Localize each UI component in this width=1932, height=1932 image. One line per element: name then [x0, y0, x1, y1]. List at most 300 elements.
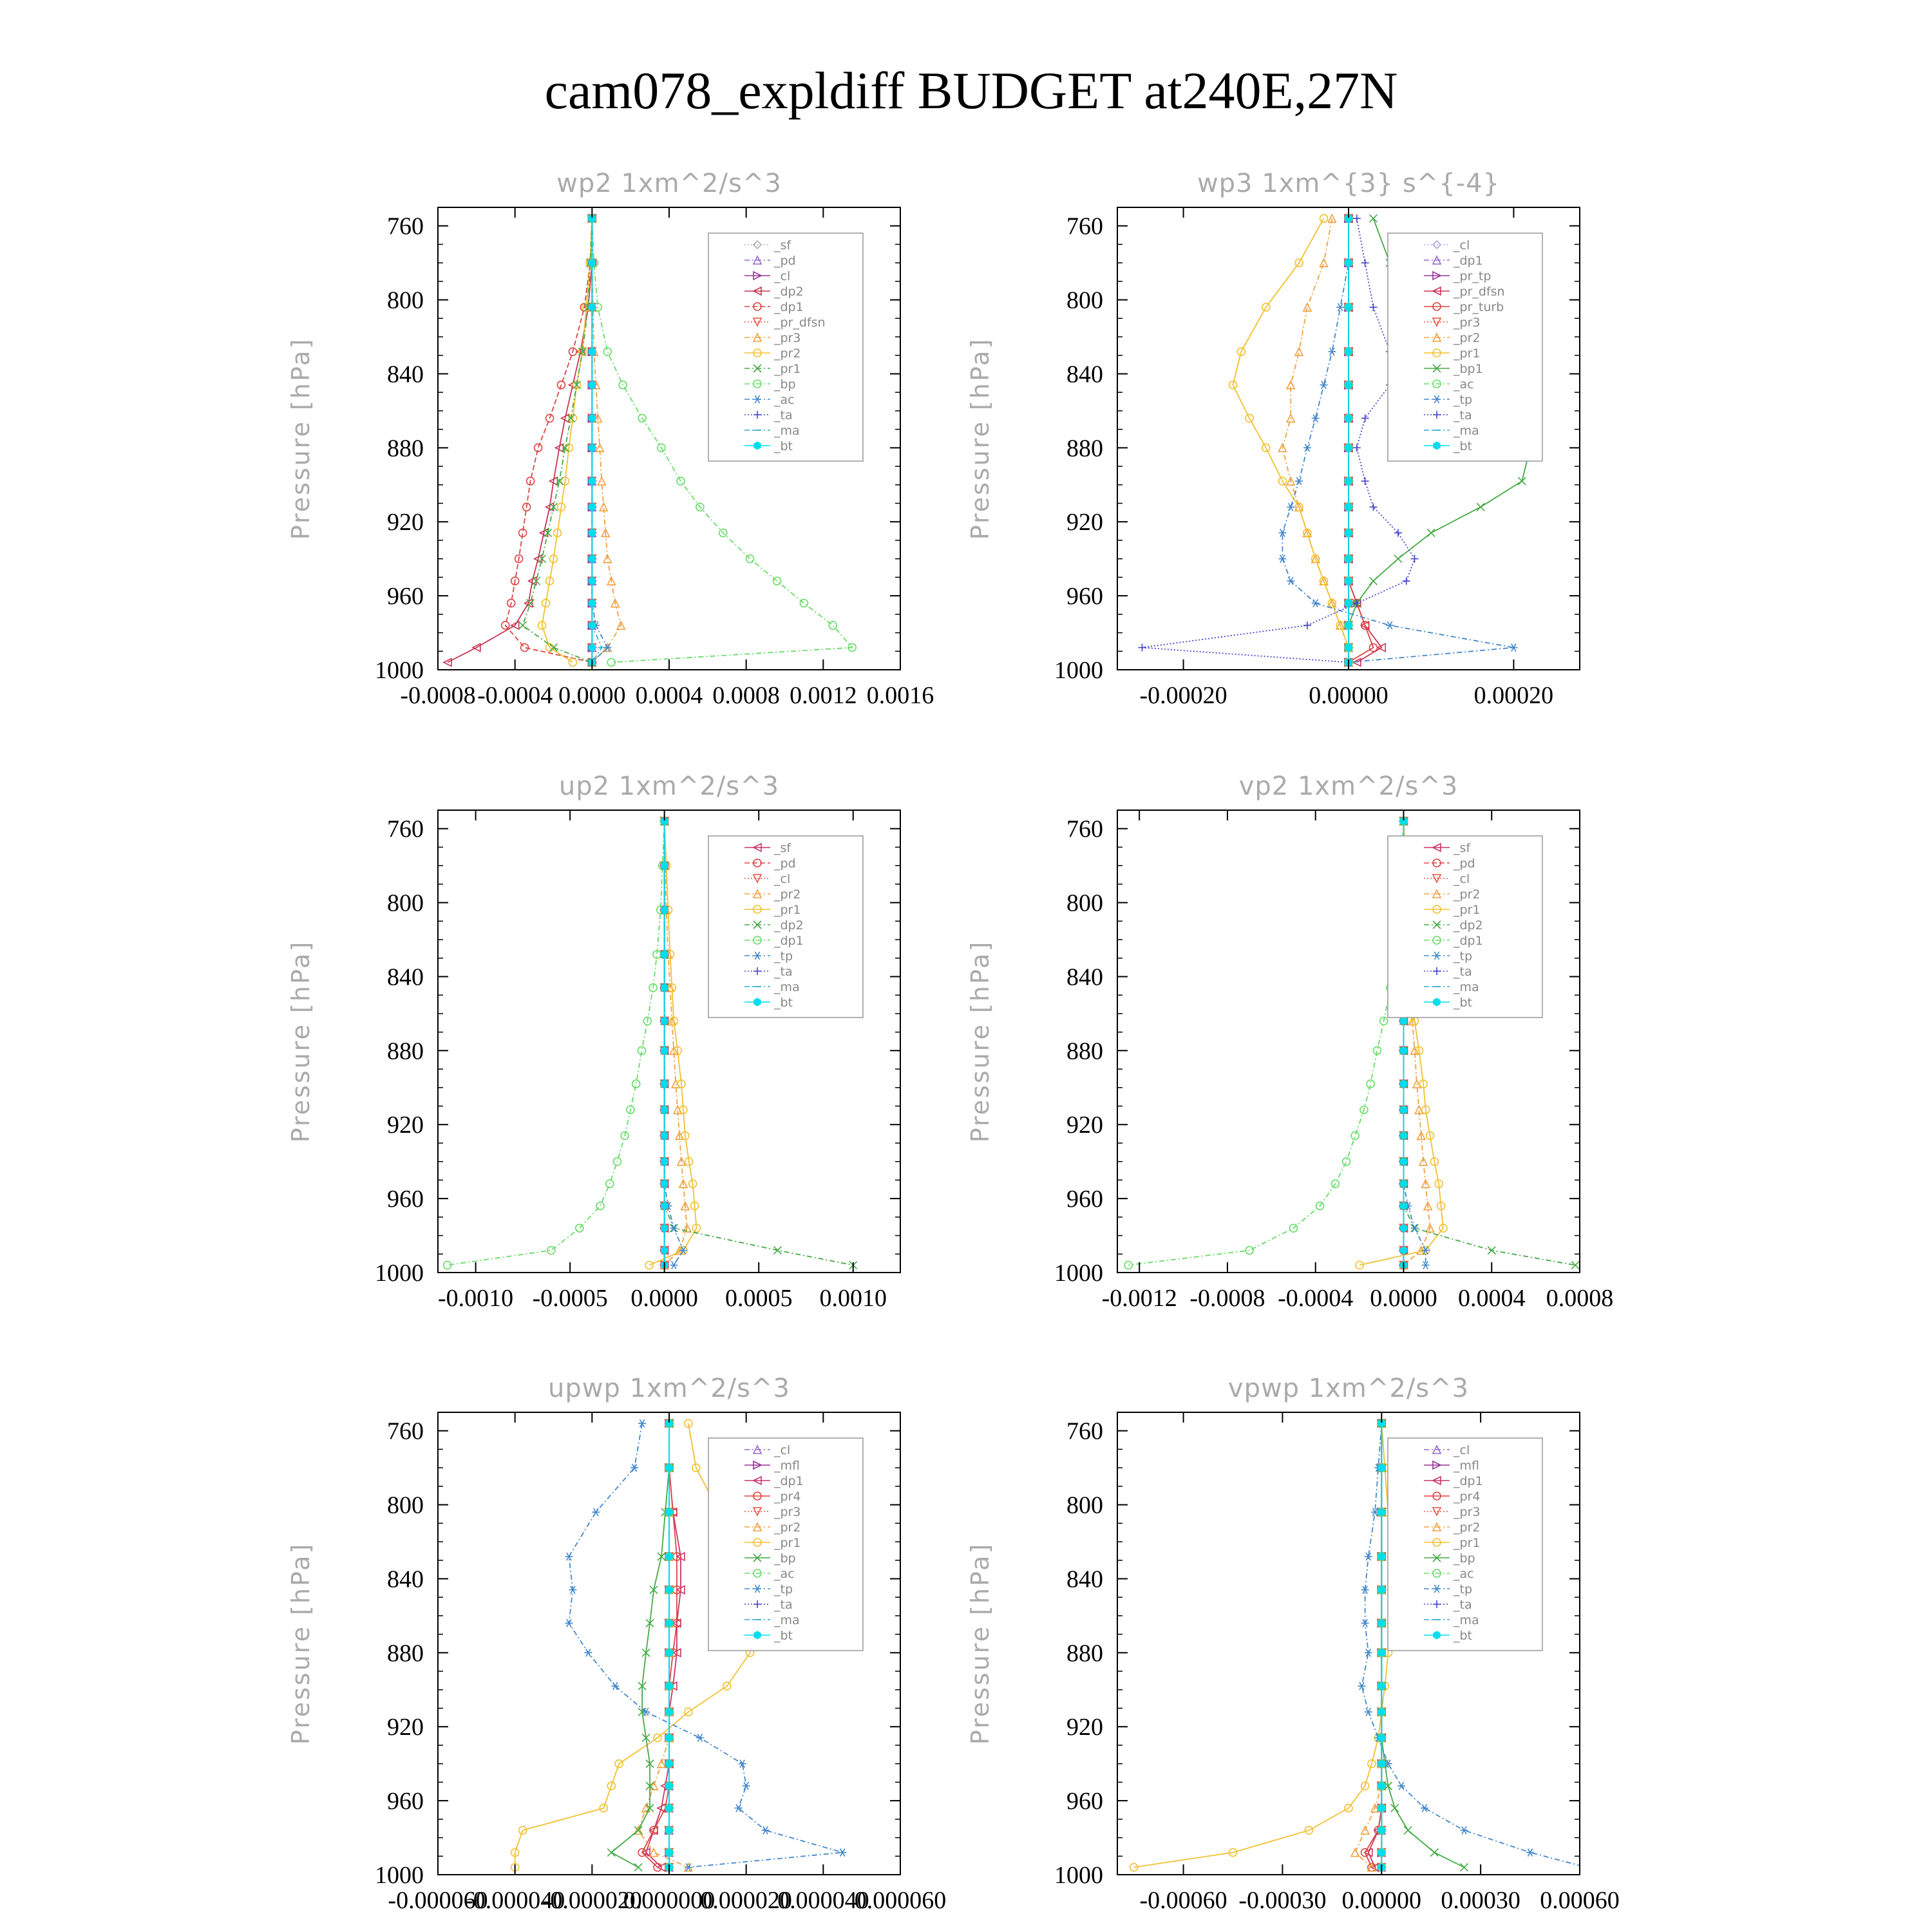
series-line-dp1	[1368, 1423, 1382, 1867]
series-line-pr1	[1233, 218, 1349, 662]
x-tick-label: 0.0005	[724, 1285, 793, 1312]
data-point	[1369, 214, 1377, 222]
x-tick-label: 0.0000	[1370, 1285, 1437, 1312]
legend-label: _ac	[1454, 377, 1474, 392]
x-tick-label: 0.0004	[1457, 1285, 1526, 1312]
data-point	[1345, 444, 1352, 451]
data-point	[1400, 1080, 1406, 1088]
data-point	[607, 1849, 615, 1857]
data-point	[1345, 529, 1352, 537]
y-tick-label: 760	[387, 1417, 424, 1445]
data-point	[800, 600, 808, 607]
data-point	[1343, 1158, 1350, 1166]
data-point	[661, 1132, 668, 1140]
series-line-ta	[1142, 218, 1415, 662]
y-tick-label: 1000	[1054, 657, 1103, 684]
legend-label: _pr_tp	[1454, 269, 1492, 283]
data-point	[1400, 1017, 1406, 1025]
x-tick-label: -0.000040	[465, 1887, 565, 1914]
data-point	[1394, 555, 1402, 563]
data-point	[1510, 644, 1517, 652]
panel-title: vpwp 1xm^2/s^3	[1227, 1374, 1470, 1403]
data-point	[1245, 1247, 1253, 1255]
data-point	[1400, 1106, 1406, 1113]
legend-label: _pr1	[774, 1536, 801, 1550]
data-point	[661, 984, 668, 992]
y-tick-label: 760	[1066, 815, 1103, 843]
x-tick-label: -0.0010	[438, 1285, 514, 1312]
x-tick-label: -0.00060	[1139, 1887, 1227, 1914]
x-tick-label: 0.00000	[1341, 1887, 1422, 1914]
data-point	[1400, 1224, 1406, 1232]
legend-label: _bt	[1454, 1629, 1473, 1643]
data-point	[1358, 1682, 1366, 1690]
legend-label: _bp	[774, 377, 796, 392]
data-point	[519, 621, 527, 629]
x-tick-label: -0.000060	[388, 1887, 488, 1914]
data-point	[1378, 1804, 1385, 1812]
legend-label: _ma	[1454, 980, 1479, 994]
x-tick-label: 0.0000	[630, 1285, 698, 1312]
legend-label: _cl	[774, 1443, 791, 1457]
data-point	[1378, 1682, 1385, 1690]
legend-label: _sf	[774, 841, 791, 855]
data-point	[1365, 1708, 1372, 1716]
legend-label: _pr_dfsn	[1454, 285, 1505, 299]
x-tick-label: 0.0004	[635, 682, 703, 709]
data-point	[1312, 600, 1320, 607]
y-tick-label: 920	[1066, 509, 1103, 536]
data-point	[1427, 529, 1435, 536]
legend-label: _tp	[1454, 949, 1473, 963]
chart-panel-6	[966, 1374, 1620, 1914]
legend-marker	[1434, 998, 1440, 1006]
data-point	[1378, 1649, 1385, 1656]
data-point	[661, 1224, 668, 1232]
y-tick-label: 920	[1066, 1112, 1103, 1139]
data-point	[1351, 1849, 1359, 1857]
data-point	[743, 1782, 750, 1790]
data-point	[661, 862, 668, 869]
data-point	[565, 1619, 573, 1627]
data-point	[589, 414, 595, 422]
x-tick-label: -0.0012	[1101, 1285, 1177, 1312]
data-point	[1400, 1247, 1406, 1255]
y-tick-label: 880	[1066, 1640, 1103, 1667]
data-point	[1138, 644, 1146, 652]
legend-label: _dp1	[774, 300, 804, 314]
y-axis-label: Pressure [hPa]	[966, 1542, 994, 1745]
legend-label: _dp1	[1454, 1474, 1483, 1488]
x-tick-label: 0.000020	[700, 1887, 792, 1914]
y-tick-label: 960	[1066, 1788, 1103, 1815]
legend-label: _dp2	[1454, 918, 1483, 933]
data-point	[1430, 1849, 1438, 1857]
data-point	[589, 259, 595, 267]
legend-label: _bp	[774, 1551, 796, 1566]
data-point	[634, 1864, 642, 1871]
y-axis-label: Pressure [hPa]	[966, 940, 994, 1143]
data-point	[696, 1734, 704, 1741]
data-point	[589, 644, 595, 652]
legend-label: _bt	[1454, 996, 1473, 1010]
legend-label: _tp	[1454, 393, 1473, 407]
y-tick-label: 960	[1066, 1186, 1103, 1213]
x-tick-label: -0.0005	[532, 1285, 608, 1312]
legend-marker	[1434, 1631, 1440, 1639]
legend-label: _pr3	[774, 331, 801, 345]
y-tick-label: 1000	[375, 1260, 424, 1287]
data-point	[1378, 1586, 1385, 1594]
data-point	[661, 1180, 668, 1188]
legend-label: _pd	[774, 857, 796, 871]
legend-label: _pr3	[1454, 316, 1481, 330]
legend-label: _dp2	[774, 918, 804, 933]
data-point	[1397, 1782, 1405, 1790]
y-tick-label: 760	[1066, 213, 1103, 240]
data-point	[589, 477, 595, 485]
y-tick-label: 800	[1066, 889, 1103, 917]
legend-label: _dp1	[774, 934, 804, 948]
data-point	[1378, 1464, 1385, 1472]
data-point	[1526, 1849, 1534, 1857]
x-tick-label: 0.0008	[712, 682, 780, 709]
legend-label: _dp1	[1454, 934, 1483, 948]
legend-label: _pd	[774, 254, 796, 268]
y-tick-label: 1000	[375, 1862, 424, 1889]
data-point	[1477, 503, 1484, 511]
data-point	[670, 1262, 677, 1269]
data-point	[666, 1708, 672, 1716]
data-point	[589, 348, 595, 355]
data-point	[1345, 348, 1352, 355]
chart-panel-5	[287, 1374, 946, 1914]
y-tick-label: 760	[1066, 1417, 1103, 1445]
y-tick-label: 840	[1066, 1566, 1103, 1593]
legend-label: _bt	[1454, 439, 1473, 453]
panel-title: up2 1xm^2/s^3	[558, 772, 780, 801]
data-point	[746, 555, 754, 563]
y-tick-label: 920	[387, 509, 424, 536]
data-point	[1353, 444, 1361, 451]
legend-label: _pr3	[1454, 1505, 1481, 1519]
legend-marker	[754, 1631, 761, 1639]
data-point	[1400, 1202, 1406, 1210]
data-point	[1295, 348, 1303, 355]
data-point	[666, 1826, 672, 1834]
data-point	[661, 1247, 668, 1255]
data-point	[1378, 1708, 1385, 1716]
legend-label: _pr2	[774, 887, 801, 902]
data-point	[1400, 1158, 1406, 1166]
y-tick-label: 800	[1066, 1492, 1103, 1519]
legend-label: _ta	[1454, 408, 1472, 422]
data-point	[661, 951, 668, 958]
data-point	[1369, 303, 1377, 311]
legend-label: _dp1	[1454, 254, 1483, 268]
data-point	[1124, 1262, 1132, 1269]
data-point	[650, 1849, 658, 1857]
data-point	[1421, 1804, 1428, 1812]
data-point	[666, 1508, 672, 1516]
legend-label: _pr_turb	[1454, 300, 1504, 314]
legend-label: _pr1	[774, 362, 801, 376]
data-point	[1582, 1864, 1590, 1871]
data-point	[1391, 1804, 1399, 1812]
legend-label: _pr2	[774, 1520, 801, 1535]
data-point	[1287, 503, 1294, 511]
series-line-pr1	[523, 218, 592, 662]
data-point	[1345, 381, 1352, 389]
x-tick-label: -0.0004	[1278, 1285, 1354, 1312]
legend-label: _ac	[774, 393, 795, 407]
x-tick-label: -0.00030	[1238, 1887, 1327, 1914]
data-point	[1404, 1826, 1412, 1834]
series-line-pr2	[665, 821, 687, 1265]
data-point	[1488, 1247, 1495, 1255]
data-point	[666, 1734, 672, 1742]
data-point	[1345, 555, 1352, 563]
data-point	[1320, 381, 1328, 389]
legend-marker	[754, 998, 761, 1006]
x-tick-label: 0.00030	[1441, 1887, 1520, 1914]
legend-label: _tp	[774, 1582, 793, 1596]
chart-panel-4	[966, 772, 1613, 1312]
panel-title: vp2 1xm^2/s^3	[1238, 772, 1459, 801]
x-tick-label: -0.000020	[542, 1887, 642, 1914]
y-tick-label: 1000	[1054, 1260, 1103, 1287]
data-point	[666, 1586, 672, 1594]
y-tick-label: 800	[387, 889, 424, 917]
data-point	[1312, 414, 1320, 422]
data-point	[1345, 259, 1352, 267]
data-point	[1378, 1782, 1385, 1790]
data-point	[1403, 577, 1410, 585]
legend-label: _ta	[774, 408, 793, 422]
series-line-pr2	[1282, 218, 1349, 662]
legend-label: _bp	[1454, 1551, 1475, 1566]
legend-label: _ma	[1454, 424, 1479, 438]
legend-label: _ta	[1454, 1598, 1472, 1612]
legend	[1388, 1438, 1542, 1651]
data-point	[661, 906, 668, 914]
data-point	[1378, 1826, 1385, 1834]
series-line-dp1	[448, 821, 665, 1265]
series-line-bp	[611, 1423, 669, 1867]
data-point	[1518, 477, 1526, 485]
data-point	[589, 577, 595, 585]
data-point	[1461, 1864, 1468, 1871]
panel-title: upwp 1xm^2/s^3	[548, 1374, 790, 1403]
data-point	[1361, 259, 1369, 267]
data-point	[1345, 503, 1352, 511]
y-tick-label: 760	[387, 815, 424, 843]
legend-label: _dp2	[774, 285, 804, 299]
y-tick-label: 880	[387, 435, 424, 462]
data-point	[661, 1106, 668, 1113]
y-tick-label: 800	[387, 287, 424, 314]
data-point	[1345, 644, 1352, 652]
data-point	[1353, 214, 1361, 222]
data-point	[1345, 303, 1352, 311]
y-tick-label: 960	[387, 1186, 424, 1213]
legend-label: _pr2	[1454, 331, 1481, 345]
legend-marker	[754, 442, 761, 450]
data-point	[1378, 1619, 1385, 1627]
data-point	[1378, 1508, 1385, 1516]
chart-panel-3	[287, 772, 900, 1312]
data-point	[1303, 444, 1311, 451]
legend-label: _tp	[774, 949, 793, 963]
legend-label: _tp	[1454, 1582, 1473, 1596]
data-point	[666, 1849, 672, 1857]
data-point	[1303, 621, 1311, 629]
y-tick-label: 920	[1066, 1714, 1103, 1741]
legend-marker	[1434, 442, 1440, 450]
data-point	[666, 1682, 672, 1690]
legend-label: _bp1	[1454, 362, 1483, 376]
legend-label: _ma	[774, 424, 800, 438]
data-point	[661, 1017, 668, 1025]
chart-panel-2	[966, 169, 1580, 709]
data-point	[632, 1080, 640, 1088]
data-point	[1345, 621, 1352, 629]
x-tick-label: 0.000000	[623, 1887, 715, 1914]
y-tick-label: 760	[387, 213, 424, 240]
y-tick-label: 840	[1066, 963, 1103, 991]
legend	[1388, 836, 1542, 1018]
data-point	[569, 659, 576, 667]
legend-label: _ma	[774, 980, 800, 994]
data-point	[661, 1158, 668, 1166]
data-point	[1345, 577, 1352, 585]
data-point	[1378, 1553, 1385, 1560]
legend-label: _pr1	[1454, 1536, 1481, 1550]
legend-label: _pr2	[1454, 887, 1481, 902]
data-point	[666, 1804, 672, 1812]
legend	[708, 1438, 863, 1651]
data-point	[1369, 577, 1377, 585]
data-point	[666, 1553, 672, 1560]
legend-label: _ta	[1454, 965, 1472, 979]
legend-label: _ac	[774, 1567, 795, 1581]
legend-label: _sf	[1454, 841, 1471, 855]
data-point	[592, 1508, 600, 1516]
figure-title: cam078_expldiff BUDGET at240E,27N	[544, 61, 1398, 120]
x-tick-label: 0.0010	[819, 1285, 887, 1312]
data-point	[666, 1782, 672, 1790]
data-point	[589, 444, 595, 451]
series-line-pr2	[1355, 1423, 1381, 1867]
data-point	[1378, 1849, 1385, 1857]
y-tick-label: 840	[387, 361, 424, 388]
data-point	[547, 1247, 555, 1255]
data-point	[1400, 1132, 1406, 1140]
y-tick-label: 840	[1066, 361, 1103, 388]
y-tick-label: 920	[387, 1714, 424, 1741]
data-point	[589, 303, 595, 311]
data-point	[444, 659, 451, 667]
y-tick-label: 880	[387, 1640, 424, 1667]
legend-label: _pr1	[774, 903, 801, 917]
data-point	[1461, 1826, 1468, 1834]
series-line-ma	[592, 218, 601, 662]
legend-label: _pr1	[1454, 346, 1481, 361]
x-tick-label: 0.000060	[854, 1887, 947, 1914]
data-point	[589, 600, 595, 607]
y-tick-label: 800	[387, 1492, 424, 1519]
data-point	[1400, 1046, 1406, 1054]
x-tick-label: 0.000040	[777, 1887, 869, 1914]
data-point	[1369, 503, 1377, 511]
y-tick-label: 880	[387, 1037, 424, 1065]
legend-label: _ma	[1454, 1613, 1479, 1627]
chart-panel-1	[287, 169, 934, 709]
legend-label: _cl	[1454, 238, 1470, 252]
data-point	[596, 1202, 604, 1210]
y-axis-label: Pressure [hPa]	[966, 337, 994, 540]
data-point	[1400, 1180, 1406, 1188]
x-tick-label: 0.0016	[866, 682, 934, 709]
legend-label: _pr4	[1454, 1490, 1481, 1504]
y-tick-label: 960	[387, 1788, 424, 1815]
data-point	[838, 1849, 846, 1857]
x-tick-label: -0.00020	[1139, 682, 1227, 709]
data-point	[1386, 621, 1394, 629]
data-point	[1411, 555, 1419, 563]
data-point	[666, 1760, 672, 1768]
y-tick-label: 960	[1066, 583, 1103, 611]
data-point	[535, 444, 542, 451]
data-point	[661, 1046, 668, 1054]
x-tick-label: -0.0008	[1189, 1285, 1265, 1312]
x-tick-label: 0.00060	[1540, 1887, 1620, 1914]
legend	[708, 233, 863, 461]
x-tick-label: 0.00000	[1309, 682, 1388, 709]
legend-label: _ac	[1454, 1567, 1474, 1581]
x-tick-label: 0.00020	[1473, 682, 1554, 709]
data-point	[589, 503, 595, 511]
data-point	[1394, 529, 1402, 536]
legend-label: _mfl	[1454, 1459, 1479, 1473]
data-point	[650, 1782, 658, 1790]
data-point	[773, 577, 781, 585]
series-line-pr1	[1134, 1423, 1392, 1867]
legend	[1388, 233, 1542, 461]
y-axis-label: Pressure [hPa]	[287, 337, 315, 540]
data-point	[589, 621, 595, 629]
y-tick-label: 880	[1066, 435, 1103, 462]
series-line-dp1	[506, 218, 592, 662]
legend	[708, 836, 863, 1018]
data-point	[1278, 555, 1286, 563]
x-tick-label: 0.0008	[1546, 1285, 1614, 1312]
data-point	[774, 1247, 782, 1255]
legend-label: _cl	[1454, 1443, 1470, 1457]
legend-label: _bt	[774, 1629, 793, 1643]
data-point	[576, 1224, 583, 1232]
data-point	[589, 555, 595, 563]
data-point	[1351, 1132, 1359, 1139]
x-tick-label: -0.0004	[477, 682, 553, 709]
data-point	[661, 1080, 668, 1088]
legend-label: _cl	[1454, 872, 1470, 886]
legend-label: _bt	[774, 996, 793, 1010]
x-tick-label: 0.0000	[558, 682, 626, 709]
data-point	[762, 1826, 770, 1834]
legend-label: _sf	[774, 238, 791, 252]
x-tick-label: -0.0008	[400, 682, 476, 709]
